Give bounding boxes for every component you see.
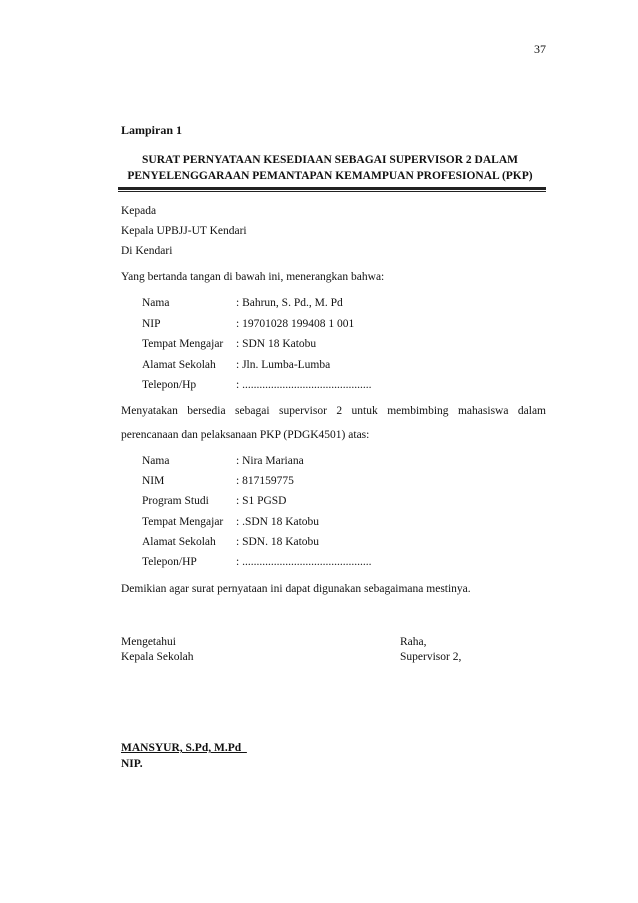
student-row bbox=[142, 516, 319, 528]
intro-text: Yang bertanda tangan di bawah ini, menerangkan bahwa: bbox=[121, 271, 385, 283]
closing-text: Demikian agar surat pernyataan ini dapat digunakan sebagaimana mestinya. bbox=[121, 583, 471, 595]
field-value: : .SDN 18 Katobu bbox=[236, 516, 320, 528]
field-value: : SDN 18 Katobu bbox=[236, 338, 317, 350]
field-label: NIP bbox=[142, 318, 161, 330]
signer-row bbox=[142, 379, 371, 391]
field-label: Alamat Sekolah bbox=[142, 536, 216, 548]
signer-row bbox=[142, 359, 330, 371]
page-number: 37 bbox=[534, 42, 546, 56]
attachment-label: Lampiran 1 bbox=[121, 123, 183, 137]
signer-row bbox=[142, 297, 343, 309]
recipient-place: Di Kendari bbox=[121, 245, 173, 257]
field-value: : ............................................. bbox=[236, 379, 372, 391]
field-value: : Nira Mariana bbox=[236, 455, 304, 467]
field-value: : ............................................. bbox=[236, 556, 372, 568]
signature-right-line-1: Raha, bbox=[400, 636, 427, 648]
title-line-2: PENYELENGGARAAN PEMANTAPAN KEMAMPUAN PROFESIONAL (PKP) bbox=[127, 170, 533, 182]
field-label: Nama bbox=[142, 297, 170, 309]
document-title bbox=[115, 152, 545, 184]
signature-left-line-1: Mengetahui bbox=[121, 636, 176, 648]
field-value: : S1 PGSD bbox=[236, 495, 287, 507]
signature-left-line-2: Kepala Sekolah bbox=[121, 651, 194, 663]
signer-row bbox=[142, 318, 354, 330]
student-row bbox=[142, 536, 319, 548]
student-row bbox=[142, 455, 304, 467]
statement-line-1: Menyatakan bersedia sebagai supervisor 2 untuk membimbing mahasiswa dalam bbox=[121, 405, 546, 417]
field-label: Tempat Mengajar bbox=[142, 516, 224, 528]
student-row bbox=[142, 495, 287, 507]
signer-row bbox=[142, 338, 316, 350]
title-line-1: SURAT PERNYATAAN KESEDIAAN SEBAGAI SUPERVISOR 2 DALAM bbox=[142, 154, 518, 166]
field-label: Tempat Mengajar bbox=[142, 338, 224, 350]
field-label: Program Studi bbox=[142, 495, 209, 507]
field-label: Nama bbox=[142, 455, 170, 467]
field-value: : SDN. 18 Katobu bbox=[236, 536, 320, 548]
field-value: : 19701028 199408 1 001 bbox=[236, 318, 355, 330]
student-row bbox=[142, 475, 294, 487]
field-label: NIM bbox=[142, 475, 165, 487]
statement-line-2: perencanaan dan pelaksanaan PKP (PDGK4501) atas: bbox=[121, 429, 370, 441]
field-label: Telepon/HP bbox=[142, 556, 197, 568]
title-underline-thick bbox=[118, 187, 546, 190]
field-value: : Jln. Lumba-Lumba bbox=[236, 359, 331, 371]
recipient-to: Kepada bbox=[121, 205, 157, 217]
principal-nip: NIP. bbox=[121, 758, 143, 770]
signature-right-line-2: Supervisor 2, bbox=[400, 651, 462, 663]
field-label: Alamat Sekolah bbox=[142, 359, 216, 371]
recipient-office: Kepala UPBJJ-UT Kendari bbox=[121, 225, 247, 237]
student-row bbox=[142, 556, 371, 568]
field-label: Telepon/Hp bbox=[142, 379, 197, 391]
principal-name: MANSYUR, S.Pd, M.Pd bbox=[121, 742, 247, 754]
title-underline-thin bbox=[118, 191, 546, 192]
field-value: : 817159775 bbox=[236, 475, 294, 487]
field-value: : Bahrun, S. Pd., M. Pd bbox=[236, 297, 343, 309]
